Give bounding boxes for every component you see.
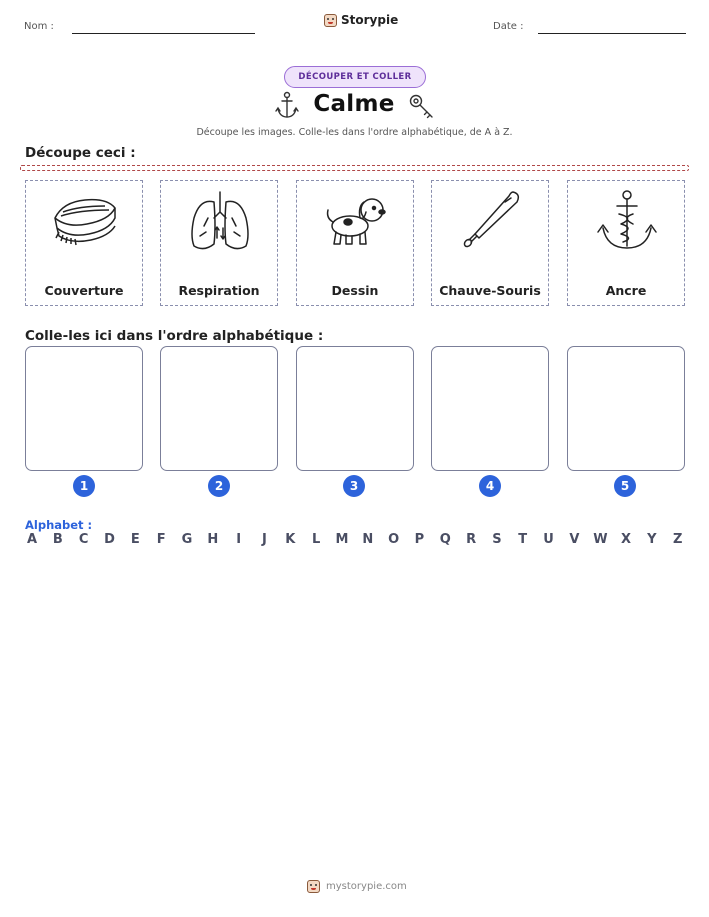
key-icon xyxy=(408,93,436,121)
paste-section-heading: Colle-les ici dans l'ordre alphabétique : xyxy=(25,328,324,344)
paste-slot-5[interactable] xyxy=(567,346,685,471)
alphabet-letter: X xyxy=(621,532,632,547)
slot-number-3: 3 xyxy=(343,475,365,497)
footer-url[interactable]: mystorypie.com xyxy=(326,881,407,892)
date-line[interactable] xyxy=(538,33,686,34)
name-line[interactable] xyxy=(72,33,255,34)
alphabet-letter: Q xyxy=(439,532,451,547)
baseball-bat-icon xyxy=(455,188,527,254)
alphabet-letter: D xyxy=(104,532,115,547)
alphabet-letter: O xyxy=(388,532,400,547)
paste-slot-4[interactable] xyxy=(431,346,549,471)
paste-slot-2[interactable] xyxy=(160,346,278,471)
alphabet-letter: E xyxy=(130,532,140,547)
lungs-icon xyxy=(184,188,256,254)
cut-card-ancre[interactable] xyxy=(567,180,685,306)
dog-icon xyxy=(320,188,392,254)
cut-card-chauve-souris[interactable] xyxy=(431,180,549,306)
alphabet-letter: M xyxy=(335,532,349,547)
alphabet-letter: Z xyxy=(672,532,683,547)
alphabet-letter: C xyxy=(78,532,89,547)
paste-slot-3[interactable] xyxy=(296,346,414,471)
alphabet-letter: T xyxy=(518,532,528,547)
brand-name: Storypie xyxy=(341,13,399,27)
slot-number-1: 1 xyxy=(73,475,95,497)
alphabet-letter: W xyxy=(593,532,608,547)
blanket-icon xyxy=(49,188,121,254)
card-label: Chauve-Souris xyxy=(439,283,541,298)
paste-slot-1[interactable] xyxy=(25,346,143,471)
alphabet-letter: I xyxy=(236,532,242,547)
alphabet-letter: P xyxy=(414,532,425,547)
alphabet-letter: J xyxy=(262,532,267,547)
cut-line xyxy=(20,165,689,171)
alphabet-letter: L xyxy=(311,532,321,547)
page-title: Calme xyxy=(313,91,395,117)
alphabet-letter: K xyxy=(285,532,296,547)
alphabet-letter: F xyxy=(156,532,166,547)
alphabet-letter: N xyxy=(362,532,374,547)
card-label: Couverture xyxy=(44,283,124,298)
alphabet-letter: V xyxy=(569,532,580,547)
cut-section-heading: Découpe ceci : xyxy=(25,145,136,161)
brand-logo xyxy=(324,13,398,27)
cut-card-dessin[interactable] xyxy=(296,180,414,306)
alphabet-letter: B xyxy=(52,532,63,547)
alphabet-row xyxy=(25,532,685,547)
slot-number-2: 2 xyxy=(208,475,230,497)
alphabet-letter: R xyxy=(466,532,477,547)
anchor-icon xyxy=(591,188,663,254)
alphabet-letter: G xyxy=(181,532,193,547)
alphabet-letter: Y xyxy=(647,532,657,547)
alphabet-letter: A xyxy=(26,532,38,547)
slot-number-4: 4 xyxy=(479,475,501,497)
card-label: Ancre xyxy=(605,283,647,298)
name-label: Nom : xyxy=(24,21,54,32)
mascot-icon xyxy=(307,880,320,893)
slot-number-5: 5 xyxy=(614,475,636,497)
alphabet-letter: U xyxy=(543,532,554,547)
date-label: Date : xyxy=(493,21,524,32)
card-label: Dessin xyxy=(331,283,379,298)
cut-card-respiration[interactable] xyxy=(160,180,278,306)
cut-card-couverture[interactable] xyxy=(25,180,143,306)
mascot-icon xyxy=(324,14,337,27)
alphabet-letter: S xyxy=(492,532,502,547)
instructions: Découpe les images. Colle-les dans l'ordre alphabétique, de A à Z. xyxy=(196,127,513,138)
alphabet-letter: H xyxy=(207,532,219,547)
footer xyxy=(307,880,407,893)
activity-badge: DÉCOUPER ET COLLER xyxy=(284,66,426,88)
card-label: Respiration xyxy=(178,283,260,298)
alphabet-heading: Alphabet : xyxy=(25,518,93,532)
